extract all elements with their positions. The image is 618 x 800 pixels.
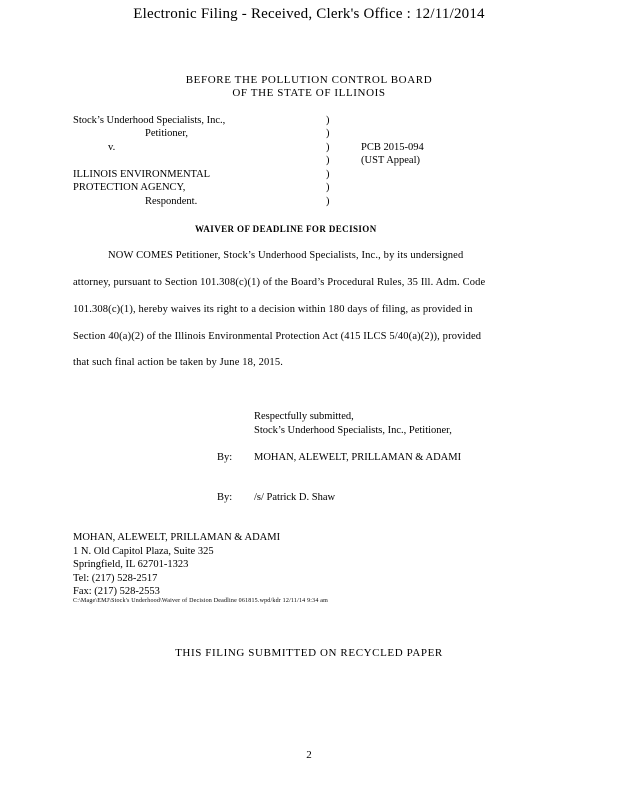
firm-telephone: Tel: (217) 528-2517 — [73, 573, 158, 584]
recycled-paper-notice: THIS FILING SUBMITTED ON RECYCLED PAPER — [175, 647, 443, 659]
firm-name: MOHAN, ALEWELT, PRILLAMAN & ADAMI — [73, 532, 281, 543]
caption-paren: ) — [326, 128, 330, 139]
by-label: By: — [217, 492, 233, 503]
case-type: (UST Appeal) — [361, 155, 421, 166]
body-line: attorney, pursuant to Section 101.308(c)(1) of the Board’s Procedural Rules, 35 Ill. Adm. Code — [73, 277, 486, 288]
body-line: 101.308(c)(1), hereby waives its right to a decision within 180 days of filing, as provided in — [73, 304, 473, 315]
case-number: PCB 2015-094 — [361, 142, 424, 153]
by-label: By: — [217, 452, 233, 463]
caption-paren: ) — [326, 115, 330, 126]
electronic-filing-header: Electronic Filing - Received, Clerk's Office : 12/11/2014 — [133, 6, 485, 22]
body-line: NOW COMES Petitioner, Stock’s Underhood Specialists, Inc., by its undersigned — [108, 250, 464, 261]
firm-address-line-2: Springfield, IL 62701-1323 — [73, 559, 189, 570]
board-title-line-1: BEFORE THE POLLUTION CONTROL BOARD — [185, 74, 433, 86]
document-file-path: C:\Mage\EMJ\Stock's Underhood\Waiver of Decision Deadline 061815.wpd/kdr 12/11/14 9:34 am — [73, 598, 328, 604]
firm-fax: Fax: (217) 528-2553 — [73, 586, 160, 597]
caption-paren: ) — [326, 142, 330, 153]
body-line: that such final action be taken by June 18, 2015. — [73, 357, 284, 368]
electronic-signature: /s/ Patrick D. Shaw — [254, 492, 336, 503]
respondent-role: Respondent. — [145, 196, 198, 207]
caption-paren: ) — [326, 182, 330, 193]
board-title-line-2: OF THE STATE OF ILLINOIS — [232, 87, 386, 99]
respondent-name-line-2: PROTECTION AGENCY, — [73, 182, 186, 193]
respectfully-submitted: Respectfully submitted, — [254, 411, 354, 422]
body-line: Section 40(a)(2) of the Illinois Environmental Protection Act (415 ILCS 5/40(a)(2)), provided — [73, 331, 482, 342]
caption-paren: ) — [326, 169, 330, 180]
caption-paren: ) — [326, 155, 330, 166]
submitting-party: Stock’s Underhood Specialists, Inc., Petitioner, — [254, 425, 452, 436]
signing-firm: MOHAN, ALEWELT, PRILLAMAN & ADAMI — [254, 452, 462, 463]
petitioner-role: Petitioner, — [145, 128, 189, 139]
respondent-name-line-1: ILLINOIS ENVIRONMENTAL — [73, 169, 211, 180]
petitioner-name: Stock’s Underhood Specialists, Inc., — [73, 115, 226, 126]
versus: v. — [108, 142, 116, 153]
page-number: 2 — [306, 749, 312, 761]
caption-paren: ) — [326, 196, 330, 207]
firm-address-line-1: 1 N. Old Capitol Plaza, Suite 325 — [73, 546, 214, 557]
document-title: WAIVER OF DEADLINE FOR DECISION — [195, 224, 377, 234]
